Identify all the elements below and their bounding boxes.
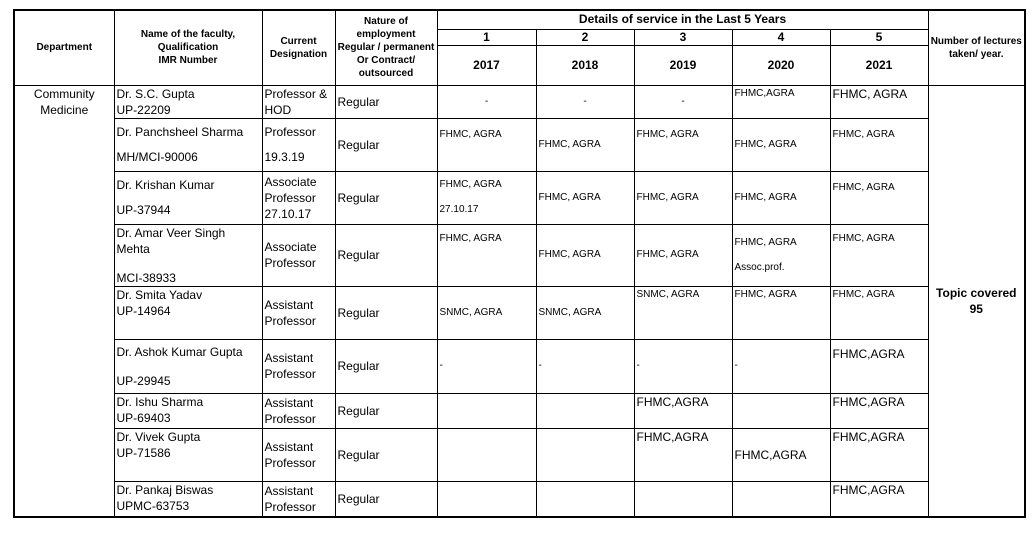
- faculty-id: UP-29945: [116, 373, 171, 388]
- employment-cell: Regular: [335, 339, 437, 393]
- designation-cell: Assistant Professor: [262, 339, 335, 393]
- faculty-id: MH/MCI-90006: [116, 150, 198, 164]
- table-row: [14, 224, 1025, 286]
- faculty-cell: [114, 224, 262, 286]
- service-cell: FHMC, AGRA: [536, 224, 634, 286]
- employment-cell: Regular: [335, 85, 437, 118]
- service-cell: [437, 393, 536, 428]
- faculty-id: UP-71586: [116, 445, 171, 460]
- service-cell: [437, 481, 536, 517]
- header-service-number: 3: [634, 29, 732, 45]
- service-cell: -: [437, 85, 536, 118]
- faculty-name: Dr. Ishu Sharma: [116, 394, 204, 409]
- service-cell: FHMC,AGRA: [634, 428, 732, 481]
- service-cell: FHMC, AGRA: [634, 224, 732, 286]
- service-cell: FHMC,AGRA: [830, 428, 928, 481]
- service-cell: [732, 393, 830, 428]
- designation-cell: Assistant Professor: [262, 393, 335, 428]
- service-cell: FHMC, AGRA: [437, 118, 536, 171]
- header-employment: Nature of employment Regular / permanent Or Contract/ outsourced: [335, 10, 437, 85]
- header-designation: Current Designation: [262, 10, 335, 85]
- faculty-cell: [114, 481, 262, 517]
- service-cell: FHMC,AGRA: [634, 393, 732, 428]
- service-cell: [536, 428, 634, 481]
- employment-cell: Regular: [335, 118, 437, 171]
- employment-cell: Regular: [335, 481, 437, 517]
- faculty-name: Dr. Ashok Kumar Gupta: [116, 344, 243, 359]
- service-cell: FHMC, AGRA: [732, 171, 830, 224]
- designation-cell: Assistant Professor: [262, 481, 335, 517]
- header-year: 2018: [536, 45, 634, 85]
- header-year: 2021: [830, 45, 928, 85]
- employment-cell: Regular: [335, 393, 437, 428]
- faculty-id: UPMC-63753: [116, 498, 190, 513]
- service-cell: [732, 481, 830, 517]
- service-cell: FHMC, AGRA: [830, 171, 928, 224]
- service-cell: FHMC, AGRA: [732, 118, 830, 171]
- service-cell: FHMC, AGRA Assoc.prof.: [732, 224, 830, 286]
- header-service-number: 5: [830, 29, 928, 45]
- service-cell: [437, 428, 536, 481]
- service-cell: SNMC, AGRA: [437, 286, 536, 339]
- designation-cell: Associate Professor: [262, 224, 335, 286]
- employment-cell: Regular: [335, 171, 437, 224]
- service-cell: [536, 393, 634, 428]
- header-faculty: Name of the faculty, Qualification IMR Number: [114, 10, 262, 85]
- lectures-cell: Topic covered 95: [928, 85, 1025, 517]
- table-row: [14, 85, 1025, 118]
- table-row: [14, 339, 1025, 393]
- service-cell: FHMC, AGRA 27.10.17: [437, 171, 536, 224]
- faculty-id: MCI-38933: [116, 270, 176, 285]
- employment-cell: Regular: [335, 224, 437, 286]
- table-row: [14, 428, 1025, 481]
- employment-cell: Regular: [335, 286, 437, 339]
- faculty-cell: [114, 171, 262, 224]
- header-service-number: 2: [536, 29, 634, 45]
- service-cell: FHMC,AGRA: [830, 481, 928, 517]
- faculty-name: Dr. Panchsheel Sharma: [116, 125, 244, 139]
- service-cell: FHMC, AGRA: [536, 171, 634, 224]
- faculty-name: Dr. Amar Veer Singh Mehta: [116, 225, 226, 256]
- service-cell: FHMC, AGRA: [634, 171, 732, 224]
- service-cell: -: [536, 85, 634, 118]
- designation-cell: Associate Professor 27.10.17: [262, 171, 335, 224]
- faculty-name: Dr. Pankaj Biswas: [116, 482, 214, 497]
- faculty-id: UP-37944: [116, 203, 171, 217]
- header-service-number: 1: [437, 29, 536, 45]
- designation-cell: Professor & HOD: [262, 85, 335, 118]
- service-cell: -: [634, 339, 732, 393]
- service-cell: FHMC, AGRA: [830, 224, 928, 286]
- faculty-cell: [114, 428, 262, 481]
- header-service-number: 4: [732, 29, 830, 45]
- service-cell: -: [732, 339, 830, 393]
- designation-cell: Assistant Professor: [262, 286, 335, 339]
- service-cell: SNMC, AGRA: [536, 286, 634, 339]
- header-department: Department: [14, 10, 114, 85]
- header-year: 2019: [634, 45, 732, 85]
- service-cell: FHMC, AGRA: [437, 224, 536, 286]
- table-row: [14, 118, 1025, 171]
- table-row: [14, 481, 1025, 517]
- service-cell: FHMC,AGRA: [830, 339, 928, 393]
- faculty-cell: [114, 118, 262, 171]
- service-cell: FHMC, AGRA: [830, 286, 928, 339]
- service-cell: FHMC, AGRA: [634, 118, 732, 171]
- service-cell: -: [437, 339, 536, 393]
- service-cell: FHMC, AGRA: [830, 85, 928, 118]
- service-cell: -: [634, 85, 732, 118]
- employment-cell: Regular: [335, 428, 437, 481]
- department-cell: Community Medicine: [14, 85, 114, 517]
- faculty-cell: [114, 393, 262, 428]
- service-cell: FHMC, AGRA: [830, 118, 928, 171]
- header-service-details: Details of service in the Last 5 Years: [437, 10, 928, 29]
- faculty-cell: [114, 85, 262, 118]
- faculty-name: Dr. Krishan Kumar: [116, 178, 215, 192]
- faculty-cell: [114, 339, 262, 393]
- header-year: 2017: [437, 45, 536, 85]
- table-row: [14, 286, 1025, 339]
- header-lectures: Number of lectures taken/ year.: [928, 10, 1025, 85]
- designation-cell: Professor 19.3.19: [262, 118, 335, 171]
- service-cell: -: [536, 339, 634, 393]
- faculty-id: UP-14964: [116, 303, 171, 318]
- faculty-id: UP-69403: [116, 410, 171, 425]
- faculty-service-table: [13, 9, 1026, 518]
- service-cell: FHMC,AGRA: [830, 393, 928, 428]
- header-year: 2020: [732, 45, 830, 85]
- designation-cell: Assistant Professor: [262, 428, 335, 481]
- service-cell: [634, 481, 732, 517]
- service-cell: FHMC, AGRA: [732, 286, 830, 339]
- faculty-cell: [114, 286, 262, 339]
- faculty-name: Dr. Smita Yadav: [116, 287, 203, 302]
- service-cell: FHMC,AGRA: [732, 85, 830, 118]
- service-cell: FHMC,AGRA: [732, 428, 830, 481]
- faculty-name: Dr. S.C. Gupta: [116, 86, 195, 101]
- service-cell: FHMC, AGRA: [536, 118, 634, 171]
- table-row: [14, 171, 1025, 224]
- table-row: [14, 393, 1025, 428]
- faculty-id: UP-22209: [116, 102, 171, 117]
- service-cell: [536, 481, 634, 517]
- service-cell: SNMC, AGRA: [634, 286, 732, 339]
- faculty-name: Dr. Vivek Gupta: [116, 429, 201, 444]
